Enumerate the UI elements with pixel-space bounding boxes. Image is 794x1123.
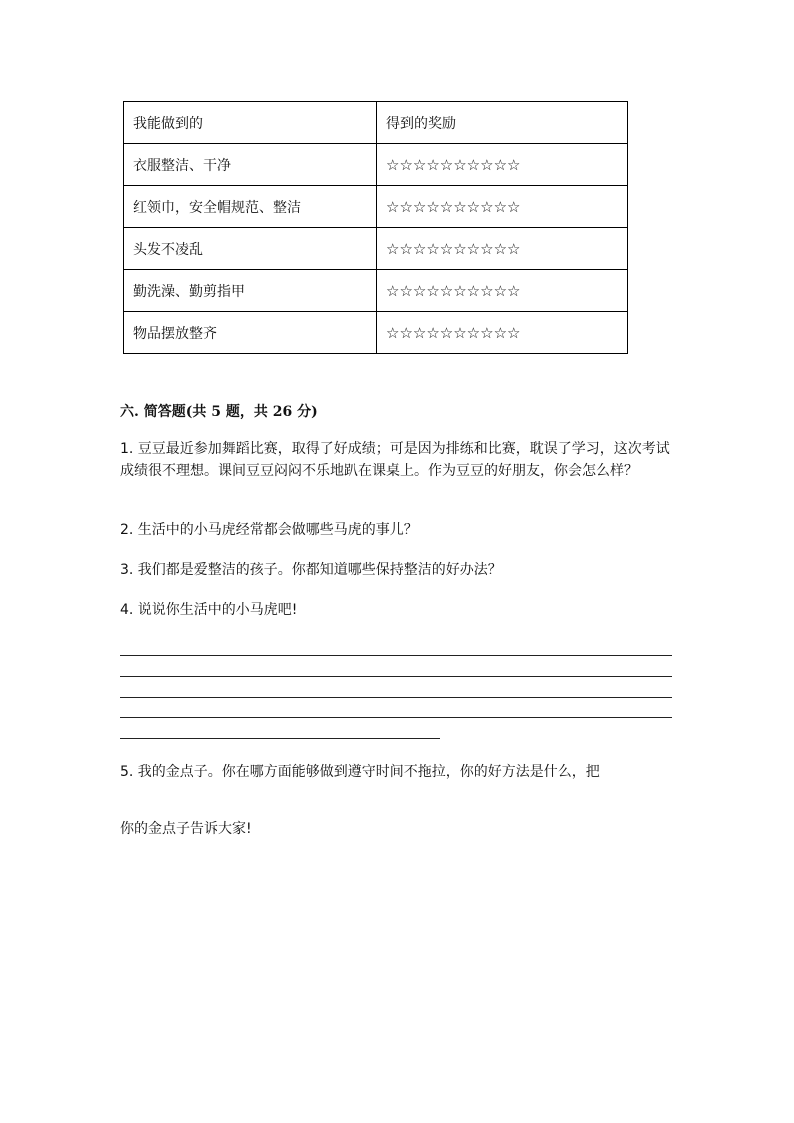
table-header-row (124, 102, 628, 144)
question-2: 2. 生活中的小马虎经常都会做哪些马虎的事儿？ (120, 522, 418, 538)
header-can-do: 我能做到的 (124, 102, 377, 144)
reward-table (123, 101, 628, 354)
answer-line (120, 676, 672, 677)
table-row (124, 312, 628, 354)
table-row (124, 228, 628, 270)
row-item: 物品摆放整齐 (124, 312, 377, 354)
question-5-line-1: 5. 我的金点子。你在哪方面能够做到遵守时间不拖拉，你的好方法是什么，把 (120, 764, 600, 780)
answer-line (120, 697, 672, 698)
question-4: 4. 说说你生活中的小马虎吧! (120, 602, 298, 618)
table-row (124, 186, 628, 228)
question-1: 1. 豆豆最近参加舞蹈比赛，取得了好成绩；可是因为排练和比赛，耽误了学习，这次考试成绩很不理想。课间豆豆闷闷不乐地趴在课桌上。作为豆豆的好朋友，你会怎么样？ (120, 441, 670, 479)
row-stars: ☆☆☆☆☆☆☆☆☆☆ (377, 144, 628, 186)
question-3: 3. 我们都是爱整洁的孩子。你都知道哪些保持整洁的好办法？ (120, 562, 502, 578)
section-title: 六. 简答题(共 5 题，共 26 分) (120, 404, 318, 420)
row-stars: ☆☆☆☆☆☆☆☆☆☆ (377, 270, 628, 312)
table-row (124, 144, 628, 186)
table-row (124, 270, 628, 312)
row-item: 红领巾，安全帽规范、整洁 (124, 186, 377, 228)
row-stars: ☆☆☆☆☆☆☆☆☆☆ (377, 186, 628, 228)
header-reward: 得到的奖励 (377, 102, 628, 144)
row-stars: ☆☆☆☆☆☆☆☆☆☆ (377, 228, 628, 270)
row-item: 衣服整洁、干净 (124, 144, 377, 186)
answer-line (120, 738, 440, 739)
question-5-line-2: 你的金点子告诉大家! (120, 821, 252, 837)
answer-line (120, 717, 672, 718)
row-item: 勤洗澡、勤剪指甲 (124, 270, 377, 312)
row-stars: ☆☆☆☆☆☆☆☆☆☆ (377, 312, 628, 354)
answer-line (120, 655, 672, 656)
row-item: 头发不凌乱 (124, 228, 377, 270)
